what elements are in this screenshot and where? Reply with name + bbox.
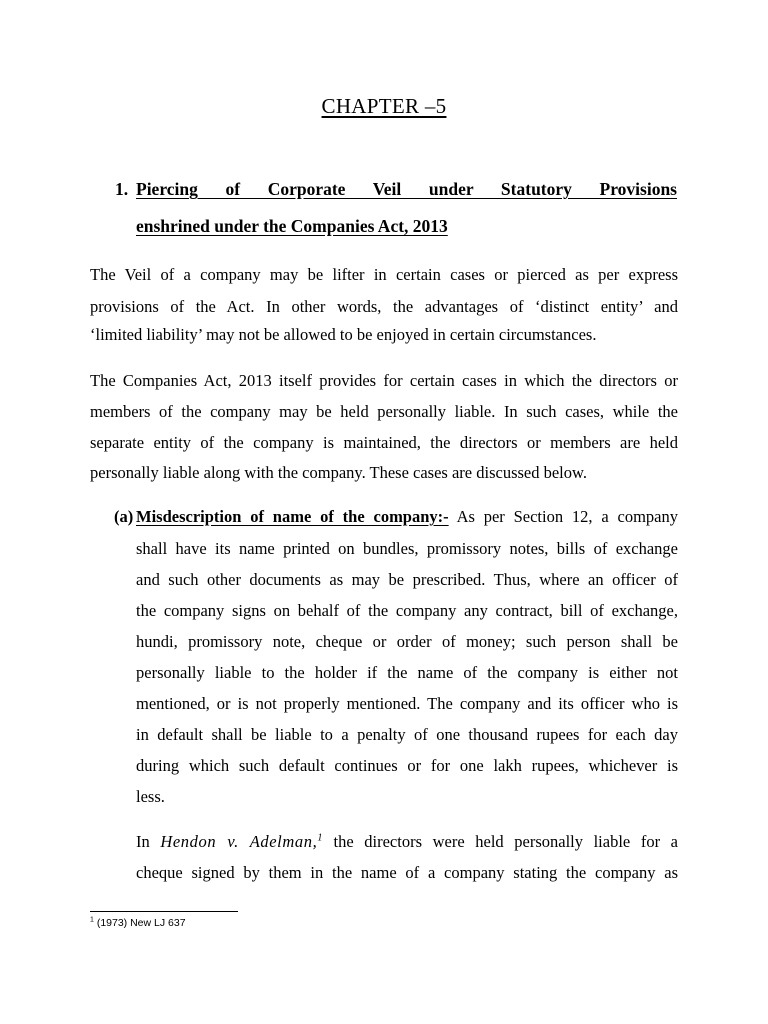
footnote-number: 1	[90, 916, 94, 924]
subsection-heading: Misdescription of name of the company:-	[136, 507, 449, 526]
footnote	[90, 917, 186, 929]
subsection-line: shall have its name printed on bundles, promissory notes, bills of exchange	[136, 539, 678, 558]
paragraph-2-line: members of the company may be held personally liable. In such cases, while the	[90, 402, 678, 421]
case-name: Hendon v. Adelman,	[160, 832, 318, 851]
subsection-line: in default shall be liable to a penalty of one thousand rupees for each day	[136, 725, 678, 744]
paragraph-2-line: The Companies Act, 2013 itself provides for certain cases in which the directors or	[90, 371, 678, 390]
section-title-line-1: Piercing of Corporate Veil under Statutory Provisions	[136, 179, 677, 199]
case-paragraph-text: the directors were held personally liable for a	[322, 832, 679, 851]
chapter-title: CHAPTER –5	[321, 94, 447, 118]
subsection-first-line	[136, 507, 678, 527]
section-number: 1.	[115, 179, 129, 199]
case-paragraph-line-1	[136, 832, 678, 852]
subsection-line: the company signs on behalf of the company any contract, bill of exchange,	[136, 601, 678, 620]
paragraph-1-line: The Veil of a company may be lifter in certain cases or pierced as per express	[90, 265, 678, 284]
case-paragraph-line-2: cheque signed by them in the name of a company stating the company as	[136, 863, 678, 882]
subsection-line: hundi, promissory note, cheque or order of money; such person shall be	[136, 632, 678, 651]
section-title-line-2: enshrined under the Companies Act, 2013	[136, 216, 448, 236]
footnote-separator	[90, 911, 238, 912]
paragraph-1-line: ‘limited liability’ may not be allowed to be enjoyed in certain circumstances.	[90, 325, 597, 344]
paragraph-2-line: separate entity of the company is maintained, the directors or members are held	[90, 433, 678, 452]
subsection-line: and such other documents as may be prescribed. Thus, where an officer of	[136, 570, 678, 589]
subsection-label: (a)	[114, 507, 134, 526]
subsection-line: less.	[136, 787, 165, 806]
paragraph-1-line: provisions of the Act. In other words, the advantages of ‘distinct entity’ and	[90, 297, 678, 316]
case-prefix: In	[136, 832, 161, 851]
subsection-line: personally liable to the holder if the name of the company is either not	[136, 663, 678, 682]
subsection-first-line-text: As per Section 12, a company	[448, 507, 678, 526]
subsection-line: during which such default continues or for one lakh rupees, whichever is	[136, 756, 678, 775]
footnote-text: (1973) New LJ 637	[93, 917, 186, 929]
footnote-reference: 1	[317, 832, 323, 844]
paragraph-2-line: personally liable along with the company. These cases are discussed below.	[90, 463, 587, 482]
subsection-line: mentioned, or is not properly mentioned. The company and its officer who is	[136, 694, 678, 713]
